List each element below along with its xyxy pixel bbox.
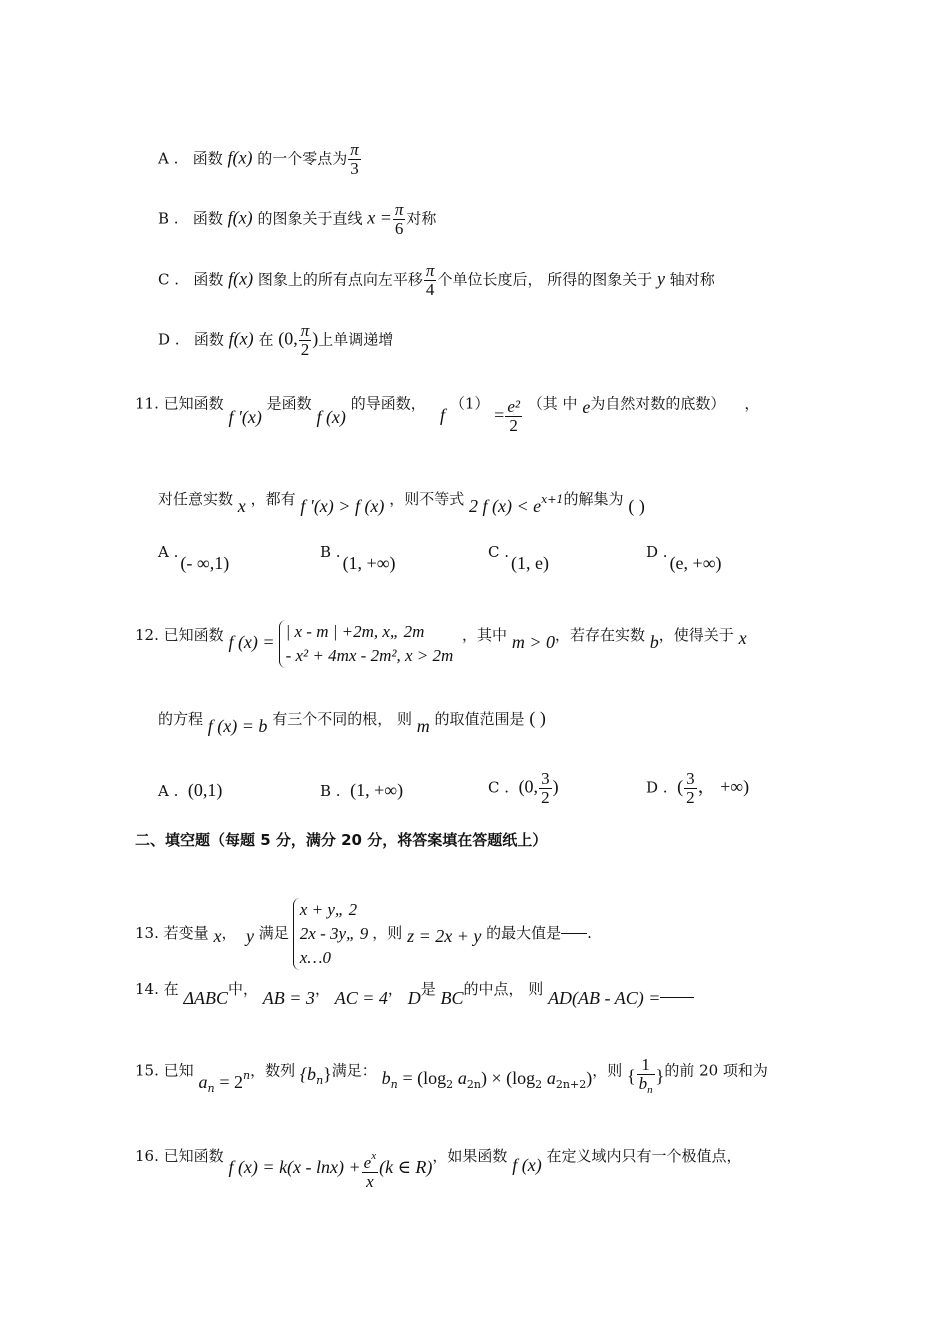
fraction: $\frac{e^x}{x}$ [362,1147,378,1191]
question-12-options [158,770,808,814]
fraction: $\frac{1}{b_n}$ [638,1055,653,1096]
answer-blank [660,997,694,998]
constraint-brace: x + y„ 2 2x - 3y„ 9 x…0 [293,898,368,970]
q12-option-c: C . (0, $\frac{3}{2}$ ) [488,769,559,807]
q10-option-b: B . 函数 f(x) 的图象关于直线 x = $\frac{\pi}{6}$ 对称 [158,200,437,238]
fraction: $\frac{\pi}{2}$ [300,321,310,359]
question-16: 16. 已知函数 f (x) = k(x - lnx) + $\frac{e^x}{x}$ (k ∈ R)，如果函数 f (x) 在定义域内只有一个极值点， [135,1147,742,1191]
question-12-line-1: 12. 已知函数 f (x) = | x - m | +2m, x„ 2m - x² + 4mx - 2m², x > 2m ，其中 m > 0，若存在实数 b，使得关于 x [135,612,747,660]
fraction: $\frac{\text{e²}}{2}$ [507,397,520,435]
q11-option-b: B .(1, +∞) [320,543,396,573]
q12-option-a: A . (0,1) [158,780,223,800]
fraction: $\frac{\pi}{6}$ [394,200,404,238]
fraction: $\frac{\pi}{3}$ [350,140,359,178]
q10-option-c: C . 函数 f(x) 图象上的所有点向左平移 $\frac{\pi}{4}$ 个单位长度后， 所得的图象关于 y 轴对称 [158,261,715,299]
fraction: $\frac{\pi}{4}$ [425,261,435,299]
question-12-line-2: 的方程 f (x) = b 有三个不同的根， 则 m 的取值范围是 ( ) [158,708,546,736]
q10-option-a: A . 函数 f(x) 的一个零点为 $\frac{\pi}{3}$ [158,140,359,178]
question-13: 13. 若变量 x， y 满足 x + y„ 2 2x - 3y„ 9 x…0 ，则 z = 2x + y 的最大值是 . [135,898,592,970]
question-11-line-1: 11. 已知函数 f ′(x) 是函数 f (x) 的导函数， f （1） = $\frac{\text{e²}}{2}$ （其 中 e为自然对数的底数） ， [135,394,760,435]
q11-option-a: A .(- ∞,1) [158,543,230,573]
q11-option-c: C .(1, e) [488,543,549,573]
question-11-line-2: 对任意实数 x ，都有 f ′(x) > f (x) ，则不等式 2 f $(x) < e^{x+1}$的解集为 ( ) [158,490,645,516]
section-heading: 二、填空题（每题 5 分，满分 20 分，将答案填在答题纸上） [135,831,548,849]
question-15: 15. 已知 $a_n = 2^n$，数列 $\{b_n\}$满足： $b_n = (\log_2$ $a_{2n}) \times (\log_2$ $a_{2n+2}$)，则 { $\frac{1}{b_n}$ }的前 20 项和为 [135,1050,768,1093]
q10-option-d: D . 函数 f(x) 在 (0, $\frac{\pi}{2}$ )上单调递增 [158,321,394,359]
q12-option-b: B . (1, +∞) [320,780,404,800]
question-14: 14. 在 ΔABC中， AB = 3， AC = 4， D是 BC的中点， 则 AD(AB - AC) = [135,978,694,999]
q12-option-d: D . ( $\frac{3}{2}$ ， +∞) [646,769,750,807]
piecewise-brace: | x - m | +2m, x„ 2m - x² + 4mx - 2m², x > 2m [279,620,454,668]
answer-blank [561,933,587,934]
q11-option-d: D .(e, +∞) [646,543,722,573]
